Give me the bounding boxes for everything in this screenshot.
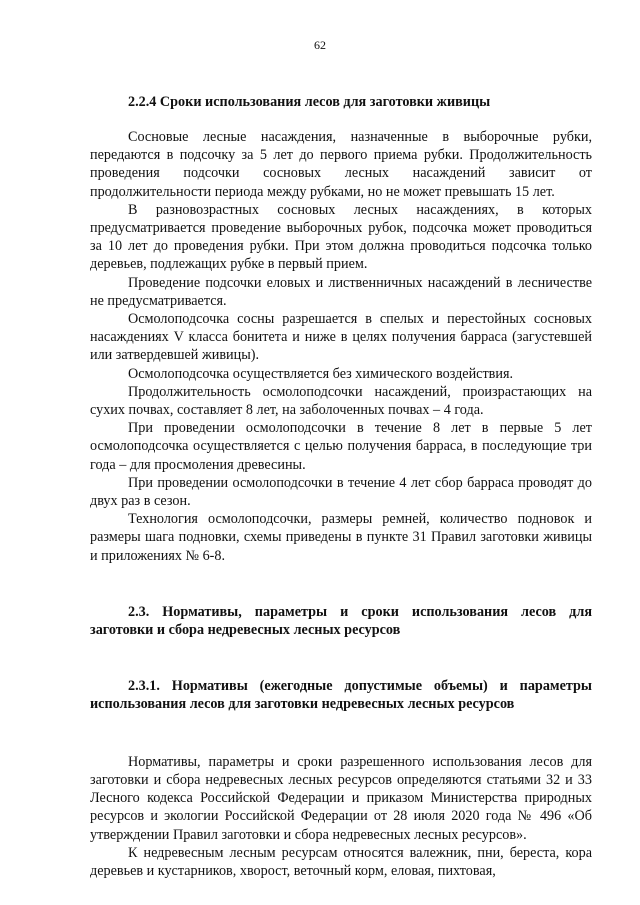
paragraph: Продолжительность осмолоподсочки насаждений, произрастающих на сухих почвах, составляет 8 лет, на заболоченных почвах – 4 года. [90,383,592,419]
paragraph: Нормативы, параметры и сроки разрешенного использования лесов для заготовки и сбора недревесных лесных ресурсов определяются статьями 32 и 33 Лесного кодекса Российской Федерации и приказом Министерства природных ресурсов и экологии Российской Федерации от 28 июля 2020 года № 496 «Об утверждении Правил заготовки и сбора недревесных лесных ресурсов». [90,753,592,843]
paragraph: Проведение подсочки еловых и лиственничных насаждений в лесничестве не предусматривается. [90,274,592,309]
page-number: 62 [314,38,326,52]
section-heading-2-3-1: 2.3.1. Нормативы (ежегодные допустимые объемы) и параметры использования лесов для заготовки недревесных лесных ресурсов [90,677,592,712]
paragraph: В разновозрастных сосновых лесных насаждениях, в которых предусматривается проведение выборочных рубок, подсочка может проводиться за 10 лет до проведения рубки. При этом должна проводиться подсочка только деревьев, подлежащих рубке в первый прием. [90,201,592,273]
paragraph: Технология осмолоподсочки, размеры ремней, количество подновок и размеры шага подновки, схемы приведены в пункте 31 Правил заготовки живицы и приложениях № 6-8. [90,511,592,564]
section-heading-2-2-4: 2.2.4 Сроки использования лесов для заготовки живицы [128,94,491,110]
paragraph: Сосновые лесные насаждения, назначенные в выборочные рубки, передаются в подсочку за 5 лет до первого приема рубки. Продолжительность проведения подсочки сосновых лесных насаждений зависит от продолжительности периода между рубками, но не может превышать 15 лет. [90,129,592,200]
paragraph: К недревесным лесным ресурсам относятся валежник, пни, береста, кора деревьев и кустарников, хворост, веточный корм, еловая, пихтовая, [90,844,592,880]
paragraph: Осмолоподсочка сосны разрешается в спелых и перестойных сосновых насаждениях V класса бонитета и ниже в целях получения барраса (загустевшей или затвердевшей живицы). [90,311,592,364]
paragraph: Осмолоподсочка осуществляется без химического воздействия. [128,365,514,382]
section-heading-2-3: 2.3. Нормативы, параметры и сроки использования лесов для заготовки и сбора недревесных лесных ресурсов [90,603,592,638]
paragraph: При проведении осмолоподсочки в течение 8 лет в первые 5 лет осмолоподсочка осуществляется с целью получения барраса, в последующие три года – для просмоления древесины. [90,420,592,473]
document-body [90,93,592,880]
paragraph: При проведении осмолоподсочки в течение 4 лет сбор барраса проводят до двух раз в сезон. [90,474,592,510]
